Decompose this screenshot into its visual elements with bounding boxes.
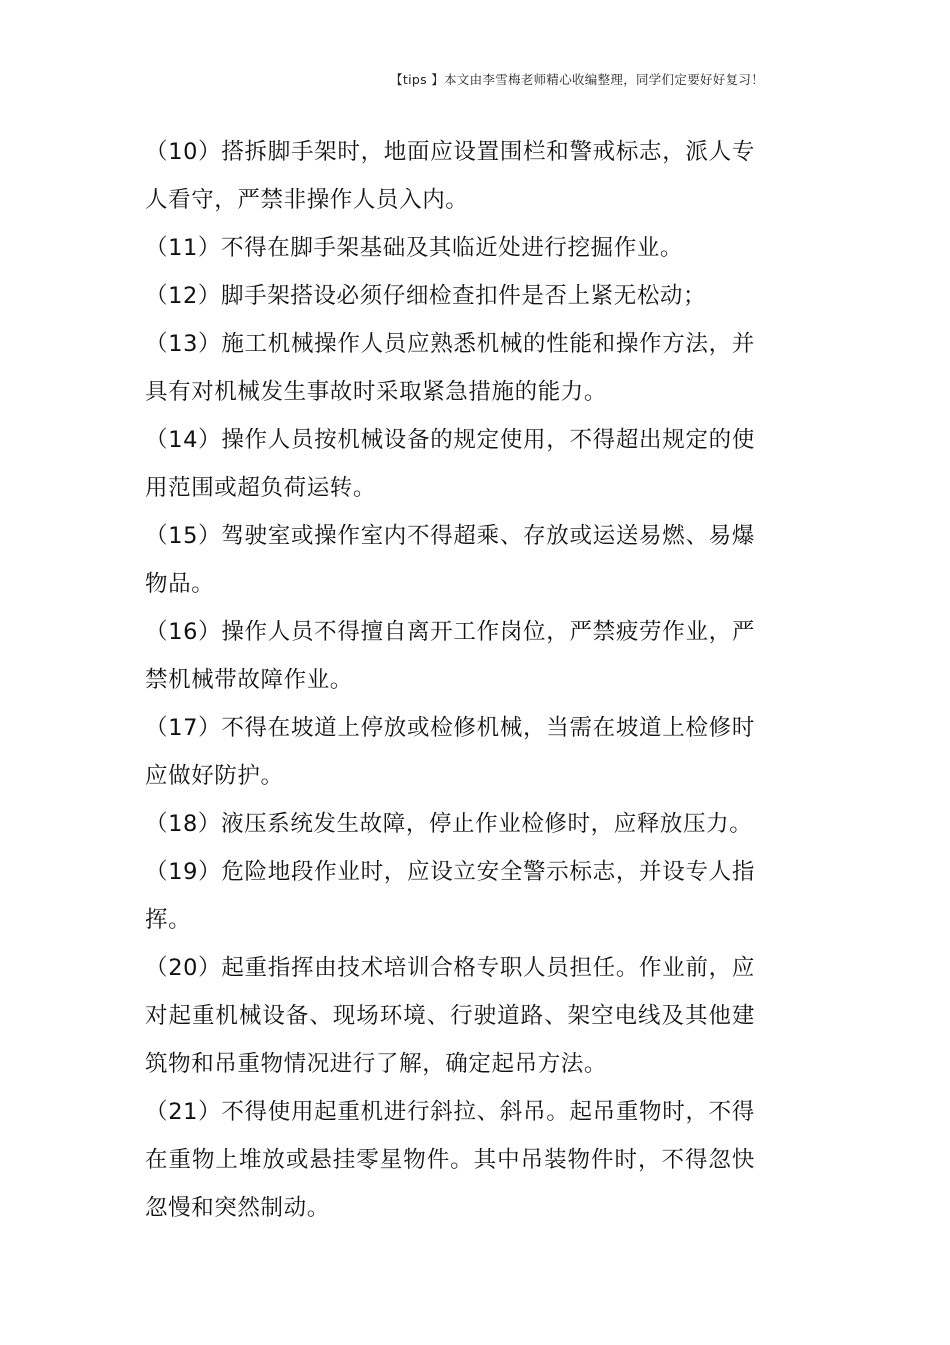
paragraph-item-16: （16）操作人员不得擅自离开工作岗位，严禁疲劳作业，严禁机械带故障作业。 xyxy=(145,619,755,693)
paragraph-item-18: （18）液压系统发生故障，停止作业检修时，应释放压力。 xyxy=(145,811,753,837)
paragraph-item-14: （14）操作人员按机械设备的规定使用，不得超出规定的使用范围或超负荷运转。 xyxy=(145,427,755,501)
document-body xyxy=(145,128,755,1232)
paragraph-item-12: （12）脚手架搭设必须仔细检查扣件是否上紧无松动； xyxy=(145,283,707,309)
header-tips-note: 【tips 】本文由李雪梅老师精心收编整理，同学们定要好好复习！ xyxy=(390,72,764,87)
paragraph-item-20: （20）起重指挥由技术培训合格专职人员担任。作业前，应对起重机械设备、现场环境、行驶道路、架空电线及其他建筑物和吊重物情况进行了解，确定起吊方法。 xyxy=(145,955,755,1077)
paragraph-item-13: （13）施工机械操作人员应熟悉机械的性能和操作方法，并具有对机械发生事故时采取紧急措施的能力。 xyxy=(145,331,755,405)
paragraph-item-17: （17）不得在坡道上停放或检修机械，当需在坡道上检修时应做好防护。 xyxy=(145,715,755,789)
paragraph-item-21: （21）不得使用起重机进行斜拉、斜吊。起吊重物时，不得在重物上堆放或悬挂零星物件。其中吊装物件时，不得忽快忽慢和突然制动。 xyxy=(145,1099,755,1221)
paragraph-item-11: （11）不得在脚手架基础及其临近处进行挖掘作业。 xyxy=(145,235,684,261)
paragraph-item-15: （15）驾驶室或操作室内不得超乘、存放或运送易燃、易爆物品。 xyxy=(145,523,755,597)
paragraph-item-10: （10）搭拆脚手架时，地面应设置围栏和警戒标志，派人专人看守，严禁非操作人员入内。 xyxy=(145,139,755,213)
paragraph-item-19: （19）危险地段作业时，应设立安全警示标志，并设专人指挥。 xyxy=(145,859,755,933)
